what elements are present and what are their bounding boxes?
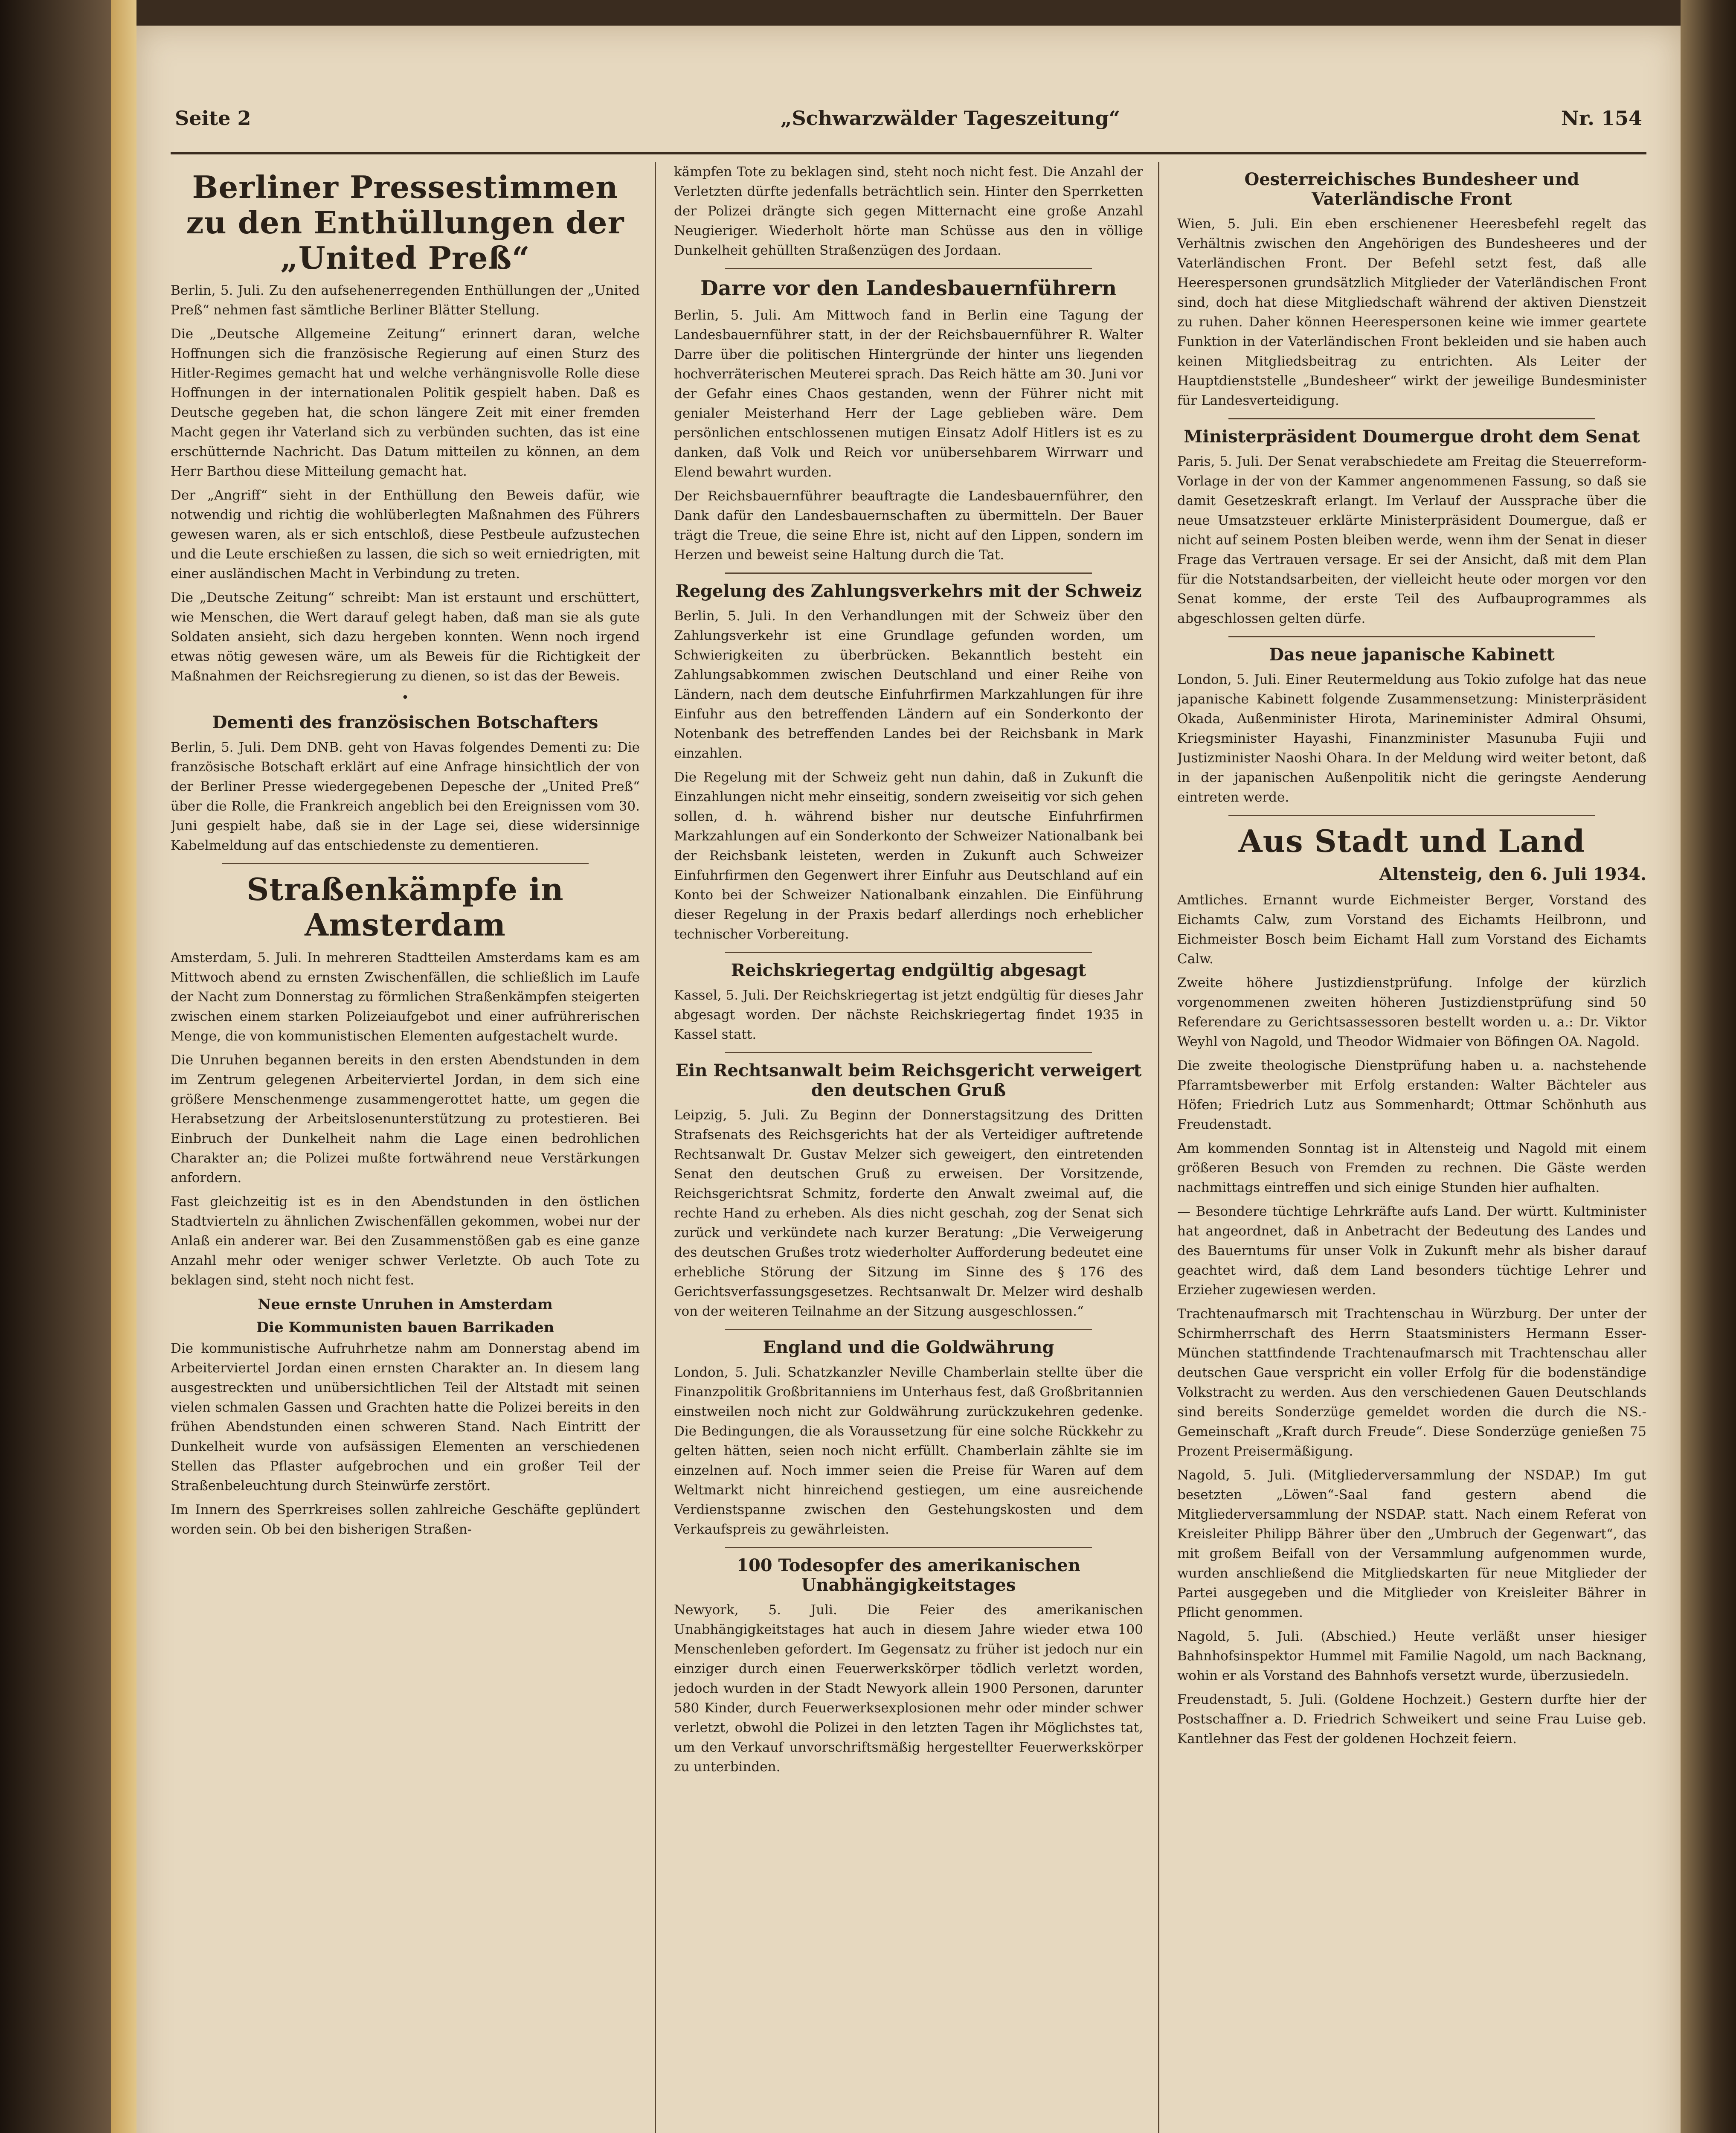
article-paragraph: Die Regelung mit der Schweiz geht nun dahin, daß in Zukunft die Einzahlungen nicht mehr einseitig, sondern zweiseitig vor sich gehen sollen, d. h. während bisher nur deutsche Einfuhrfirmen Markzahlungen auf ein Sonderkonto der Schweizer Nationalbank bei der Reichsbank leisteten, werden in Zukunft auch Schweizer Einfuhrfirmen den Gegenwert ihrer Einfuhr aus Deutschland auf ein Konto bei der Schweizer Nationalbank einzahlen. Die Einführung dieser Regelung in der Praxis bedarf allerdings noch erheblicher technischer Vorbereitung. [674, 770, 1143, 942]
book-binding [0, 0, 111, 2133]
article-paragraph: Berlin, 5. Juli. In den Verhandlungen mit der Schweiz über den Zahlungsverkehr ist eine Grundlage gefunden worden, um Schwierigkeiten zu überbrücken. Bekanntlich besteht ein Zahlungsabkommen zwischen Deutschland und einer Reihe von Ländern, nach dem deutsche Einfuhrfirmen Markzahlungen für ihre Einfuhr aus den betreffenden Ländern auf ein Sonderkonto der Notenbank des betreffenden Landes bei der Reichsbank in Mark einzahlen. [674, 608, 1143, 761]
article-paragraph: Wien, 5. Juli. Ein eben erschienener Heeresbefehl regelt das Verhältnis zwischen den Angehörigen des Bundesheeres und der Vaterländischen Front. Der Befehl setzt fest, daß alle Heerespersonen grundsätzlich Mitglieder der Vaterländischen Front sind, doch hat diese Mitgliedschaft während der aktiven Dienstzeit zu ruhen. Daher können Heerespersonen keine wie immer geartete Funktion in der Vaterländischen Front bekleiden und sie haben auch keinen Mitgliedsbeitrag zu entrichten. Als Leiter der Hauptdienststelle „Bundesheer“ wirkt der jeweilige Bundesminister für Landesverteidigung. [1177, 216, 1646, 408]
article-separator [725, 952, 1092, 953]
column-1 [171, 162, 640, 2133]
article-paragraph: Paris, 5. Juli. Der Senat verabschiedete am Freitag die Steuerreform-Vorlage in der von der Kammer angenommenen Fassung, so daß sie damit Gesetzeskraft erlangt. Im Verlauf der Aussprache über die neue Umsatzsteuer erklärte Ministerpräsident Doumergue, daß er nicht auf seinem Posten bleiben werde, wenn ihm der Senat in dieser Frage das Vertrauen versage. Er sei der Ansicht, daß mit dem Plan für die Notstandsarbeiten, der vielleicht heute oder morgen vor den Senat komme, der erste Teil des Aufbauprogrammes als abgeschlossen gelten dürfe. [1177, 454, 1646, 626]
article-separator [725, 1329, 1092, 1330]
article-headline: Reichskriegertag endgültig abgesagt [731, 960, 1086, 981]
article-separator [1228, 418, 1595, 419]
article-paragraph: Berlin, 5. Juli. Zu den aufsehenerregenden Enthüllungen der „United Preß“ nehmen fast sämtliche Berliner Blätter Stellung. [171, 283, 640, 318]
article-paragraph: London, 5. Juli. Einer Reutermeldung aus Tokio zufolge hat das neue japanische Kabinett folgende Zusammensetzung: Ministerpräsident Okada, Außenminister Hirota, Marineminister Admiral Ohsumi, Kriegsminister Hayashi, Finanzminister Masunuba Fujii und Justizminister Naoshi Ohara. In der Meldung wird weiter betont, daß in der japanischen Außenpolitik nicht die geringste Aenderung eintreten werde. [1177, 672, 1646, 805]
page-stack-edge [1681, 0, 1736, 2133]
article-separator [725, 1547, 1092, 1548]
bullet-separator: • [401, 690, 409, 706]
article-paragraph: Freudenstadt, 5. Juli. (Goldene Hochzeit.) Gestern durfte hier der Postschaffner a. D. Friedrich Schweikert und seine Frau Luise geb. Kantlehner das Fest der goldenen Hochzeit feiern. [1177, 1691, 1646, 1747]
article-paragraph: Die kommunistische Aufruhrhetze nahm am Donnerstag abend im Arbeiterviertel Jordan einen ernsten Charakter an. In diesem lang ausgestreckten und unübersichtlichen Teil der Altstadt mit seinen vielen schmalen Gassen und Grachten hatte die Polizei bereits in den frühen Abendstunden einen schweren Stand. Nach Eintritt der Dunkelheit wurde von aufsässigen Elementen an verschiedenen Stellen das Pflaster aufgebrochen und ein großer Teil der Straßenbeleuchtung durch Steinwürfe zerstört. [171, 1340, 640, 1494]
article-paragraph: Nagold, 5. Juli. (Mitgliederversammlung der NSDAP.) Im gut besetzten „Löwen“-Saal fand gestern abend die Mitgliederversammlung der NSDAP. statt. Nach einem Referat von Kreisleiter Philipp Bährer über den „Umbruch der Gegenwart“, das mit großem Beifall von der Versammlung aufgenommen wurde, wurden anschließend die Mitgliedskarten für neue Mitglieder der Partei ausgegeben und die Mitglieder von Kreisleiter Bährer in Pflicht genommen. [1177, 1467, 1646, 1620]
article-paragraph: Leipzig, 5. Juli. Zu Beginn der Donnerstagsitzung des Dritten Strafsenats des Reichsgerichts hat der als Verteidiger auftretende Rechtsanwalt Dr. Gustav Melzer sich geweigert, den eintretenden Senat den deutschen Gruß zu erweisen. Der Vorsitzende, Reichsgerichtsrat Schmitz, forderte den Anwalt zweimal auf, die rechte Hand zu erheben. Als dies nicht geschah, zog der Senat sich zurück und verkündete nach kurzer Beratung: „Die Verweigerung des deutschen Grußes trotz wiederholter Aufforderung bedeutet eine erhebliche Störung der Sitzung im Sinne des § 176 des Gerichtsverfassungsgesetzes. Rechtsanwalt Dr. Melzer wird deshalb von der weiteren Teilnahme an der Sitzung ausgeschlossen.“ [674, 1107, 1143, 1319]
article-paragraph: Am kommenden Sonntag ist in Altensteig und Nagold mit einem größeren Besuch von Fremden zu rechnen. Die Gäste werden nachmittags eintreffen und sich einige Stunden hier aufhalten. [1177, 1140, 1646, 1195]
article-paragraph: Zweite höhere Justizdienstprüfung. Infolge der kürzlich vorgenommenen zweiten höheren Justizdienstprüfung sind 50 Referendare zu Gerichtsassessoren bestellt worden u. a.: Dr. Viktor Weyhl von Nagold, und Theodor Widmaier von Böfingen OA. Nagold. [1177, 975, 1646, 1049]
article-headline: Regelung des Zahlungsverkehrs mit der Schweiz [675, 581, 1142, 602]
article-headline: Straßenkämpfe in Amsterdam [247, 871, 564, 943]
article-paragraph: Die „Deutsche Allgemeine Zeitung“ erinnert daran, welche Hoffnungen sich die französische Regierung auf einen Sturz des Hitler-Regimes gemacht hat und welche verhängnisvolle Rolle diese Hoffnungen in der internationalen Politik gespielt haben. Daß es Deutsche gegeben hat, die schon längere Zeit mit einer fremden Macht gegen ihr Vaterland sich zu verbünden suchten, das ist eine erschütternde Nachricht. Das Datum mitteilen zu können, an dem Herr Barthou diese Mitteilung gemacht hat. [171, 326, 640, 479]
article-headline: Berliner Pressestimmen zu den Enthüllungen der „United Preß“ [186, 169, 624, 276]
subheading: Neue ernste Unruhen in Amsterdam [258, 1296, 553, 1313]
article-paragraph: Newyork, 5. Juli. Die Feier des amerikanischen Unabhängigkeitstages hat auch in diesem Jahre wieder etwa 100 Menschenleben gefordert. Im Gegensatz zu früher ist jedoch nur ein einziger durch einen Feuerwerkskörper tödlich verletzt worden, jedoch wurden in der Stadt Newyork allein 1900 Personen, darunter 580 Kinder, durch Feuerwerksexplosionen mehr oder minder schwer verletzt, obwohl die Polizei in den letzten Tagen ihr Möglichstes tat, um den Verkauf unvorschriftsmäßig hergestellter Feuerwerkskörper zu unterbinden. [674, 1602, 1143, 1775]
article-paragraph: Die Unruhen begannen bereits in den ersten Abendstunden in dem im Zentrum gelegenen Arbeiterviertel Jordan, in dem sich eine größere Menschenmenge zusammengerottet hatte, um gegen die Herabsetzung der Arbeitslosenunterstützung zu protestieren. Bei Einbruch der Dunkelheit nahm die Lage einen bedrohlichen Charakter an; die Polizei mußte fortwährend neue Verstärkungen anfordern. [171, 1052, 640, 1186]
article-paragraph: Die zweite theologische Dienstprüfung haben u. a. nachstehende Pfarramtsbewerber mit Erfolg erstanden: Walter Bächteler aus Höfen; Friedrich Lutz aus Sommenhardt; Ottmar Schönhuth aus Freudenstadt. [1177, 1058, 1646, 1132]
article-paragraph: Kassel, 5. Juli. Der Reichskriegertag ist jetzt endgültig für dieses Jahr abgesagt worden. Der nächste Reichskriegertag findet 1935 in Kassel statt. [674, 988, 1143, 1043]
article-separator [1228, 815, 1595, 816]
page-header [175, 107, 1642, 145]
column-divider [655, 162, 656, 2133]
article-headline: Oesterreichisches Bundesheer und Vaterländische Front [1244, 169, 1579, 209]
article-headline: Dementi des französischen Botschafters [212, 712, 598, 733]
article-headline: England und die Goldwährung [763, 1337, 1054, 1358]
issue-number: Nr. 154 [1561, 107, 1642, 130]
column-2 [674, 162, 1143, 2133]
binding-edge [111, 0, 136, 2133]
subheading: Die Kommunisten bauen Barrikaden [256, 1319, 554, 1336]
article-headline: Darre vor den Landesbauernführern [700, 276, 1117, 300]
article-separator [725, 268, 1092, 269]
article-separator [725, 1052, 1092, 1053]
article-paragraph: Fast gleichzeitig ist es in den Abendstunden in den östlichen Stadtvierteln zu ähnlichen Zwischenfällen gekommen, wobei nur der Anlaß ein anderer war. Bei den Zusammenstößen gab es eine ganze Anzahl mehr oder weniger schwer Verletzte. Ob auch Tote zu beklagen sind, steht noch nicht fest. [171, 1194, 640, 1288]
article-headline: Das neue japanische Kabinett [1269, 645, 1555, 665]
newspaper-page [136, 26, 1681, 2133]
article-paragraph: — Besondere tüchtige Lehrkräfte aufs Land. Der württ. Kultminister hat angeordnet, daß in Anbetracht der Bedeutung des Landes und des Bauerntums für unser Volk in Zukunft mehr als bisher darauf geachtet wird, daß dem Land besonders tüchtige Lehrer und Erzieher zugewiesen werden. [1177, 1203, 1646, 1298]
paper-title: „Schwarzwälder Tageszeitung“ [781, 107, 1121, 130]
article-paragraph: Amsterdam, 5. Juli. In mehreren Stadtteilen Amsterdams kam es am Mittwoch abend zu ernsten Zwischenfällen, die schließlich im Laufe der Nacht zum Donnerstag zu förmlichen Straßenkämpfen steigerten zwischen einem starken Polizeiaufgebot und einer aufrührerischen Menge, die von kommunistischen Elementen aufgestachelt wurde. [171, 950, 640, 1044]
article-paragraph: Im Innern des Sperrkreises sollen zahlreiche Geschäfte geplündert worden sein. Ob bei den bisherigen Straßen- [171, 1502, 640, 1537]
article-paragraph: kämpfen Tote zu beklagen sind, steht noch nicht fest. Die Anzahl der Verletzten dürfte jedenfalls beträchtlich sein. Hinter den Sperrketten der Polizei drängte sich gegen Mitternacht eine große Anzahl Neugieriger. Wiederholt hörte man Schüsse aus den in völlige Dunkelheit gehüllten Straßenzügen des Jordaan. [674, 164, 1143, 258]
article-headline: 100 Todesopfer des amerikanischen Unabhängigkeitstages [737, 1555, 1080, 1595]
article-paragraph: Trachtenaufmarsch mit Trachtenschau in Würzburg. Der unter der Schirmherrschaft des Herrn Staatsministers Hermann Esser-München stattfindende Trachtenaufmarsch mit Trachtenschau aller deutschen Gaue verspricht ein voller Erfolg für die bodenständige Volkstracht zu werden. Aus den verschiedenen Gauen Deutschlands sind bereits Sonderzüge gemeldet worden die durch die NS.-Gemeinschaft „Kraft durch Freude“. Diese Sonderzüge genießen 75 Prozent Preisermäßigung. [1177, 1306, 1646, 1459]
article-separator [1228, 636, 1595, 637]
article-paragraph: Der „Angriff“ sieht in der Enthüllung den Beweis dafür, wie notwendig und richtig die wohlüberlegten Maßnahmen des Führers gewesen waren, als er sich entschloß, diese Pestbeule aufzustechen und die Leute erschießen zu lassen, die sich so weit erniedrigten, mit einer ausländischen Macht in Verbindung zu treten. [171, 488, 640, 582]
article-headline: Ein Rechtsanwalt beim Reichsgericht verweigert den deutschen Gruß [675, 1061, 1142, 1101]
section-headline: Aus Stadt und Land [1238, 823, 1585, 859]
article-paragraph: London, 5. Juli. Schatzkanzler Neville Chamberlain stellte über die Finanzpolitik Großbritanniens im Unterhaus fest, daß Großbritannien einstweilen noch nicht zur Goldwährung zurückzukehren gedenke. Die Bedingungen, die als Voraussetzung für eine solche Rückkehr zu gelten hätten, seien noch nicht erfüllt. Chamberlain zählte sie im einzelnen auf. Noch immer seien die Preise für Waren auf dem Weltmarkt nicht hinreichend gestiegen, um eine ausreichende Verdienstspanne zwischen den Gestehungskosten und dem Verkaufspreis zu gewährleisten. [674, 1365, 1143, 1537]
article-paragraph: Berlin, 5. Juli. Dem DNB. geht von Havas folgendes Dementi zu: Die französische Botschaft erklärt auf eine Anfrage hinsichtlich der von der Berliner Presse wiedergegebenen Depesche der „United Preß“ über die Rolle, die Frankreich angeblich bei den Ereignissen vom 30. Juni gespielt habe, daß sie in der Lage sei, diese widersinnige Kabelmeldung auf das entschiedenste zu dementieren. [171, 740, 640, 854]
article-paragraph: Die „Deutsche Zeitung“ schreibt: Man ist erstaunt und erschüttert, wie Menschen, die Wert darauf gelegt haben, daß man sie als gute Soldaten ansieht, sich dazu hergeben konnten. Wenn noch irgend etwas nötig gewesen wäre, um als Beweis für die Richtigkeit der Maßnahmen der Reichsregierung zu dienen, so ist das der Beweis. [171, 590, 640, 684]
article-paragraph: Nagold, 5. Juli. (Abschied.) Heute verläßt unser hiesiger Bahnhofsinspektor Hummel mit Familie Nagold, um nach Backnang, wohin er als Vorstand des Bahnhofs versetzt wurde, überzusiedeln. [1177, 1628, 1646, 1683]
article-headline: Ministerpräsident Doumergue droht dem Senat [1184, 427, 1640, 447]
article-paragraph: Der Reichsbauernführer beauftragte die Landesbauernführer, den Dank dafür den Landesbauernschaften zu übermitteln. Der Bauer trägt die Treue, die seine Ehre ist, nicht auf den Lippen, sondern im Herzen und beweist seine Haltung durch die Tat. [674, 488, 1143, 563]
article-paragraph: Berlin, 5. Juli. Am Mittwoch fand in Berlin eine Tagung der Landesbauernführer statt, in der der Reichsbauernführer R. Walter Darre über die politischen Hintergründe der hinter uns liegenden hochverräterischen Meuterei sprach. Das Reich hätte am 30. Juni vor der Gefahr eines Chaos gestanden, wenn der Führer nicht mit genialer Meisterhand Herr der Lage geblieben wäre. Dem persönlichen entschlossenen mutigen Einsatz Adolf Hitlers ist es zu danken, daß Volk und Reich vor unübersehbarem Wirrwarr und Elend bewahrt wurden. [674, 308, 1143, 480]
article-separator [222, 863, 589, 864]
article-paragraph: Amtliches. Ernannt wurde Eichmeister Berger, Vorstand des Eichamts Calw, zum Vorstand des Eichamts Heilbronn, und Eichmeister Bosch beim Eichamt Hall zum Vorstand des Eichamts Calw. [1177, 892, 1646, 967]
column-3 [1177, 162, 1646, 2133]
header-rule [171, 152, 1646, 154]
page-label: Seite 2 [175, 107, 251, 130]
dateline: Altensteig, den 6. Juli 1934. [1379, 864, 1646, 884]
article-separator [725, 572, 1092, 574]
column-divider [1158, 162, 1159, 2133]
